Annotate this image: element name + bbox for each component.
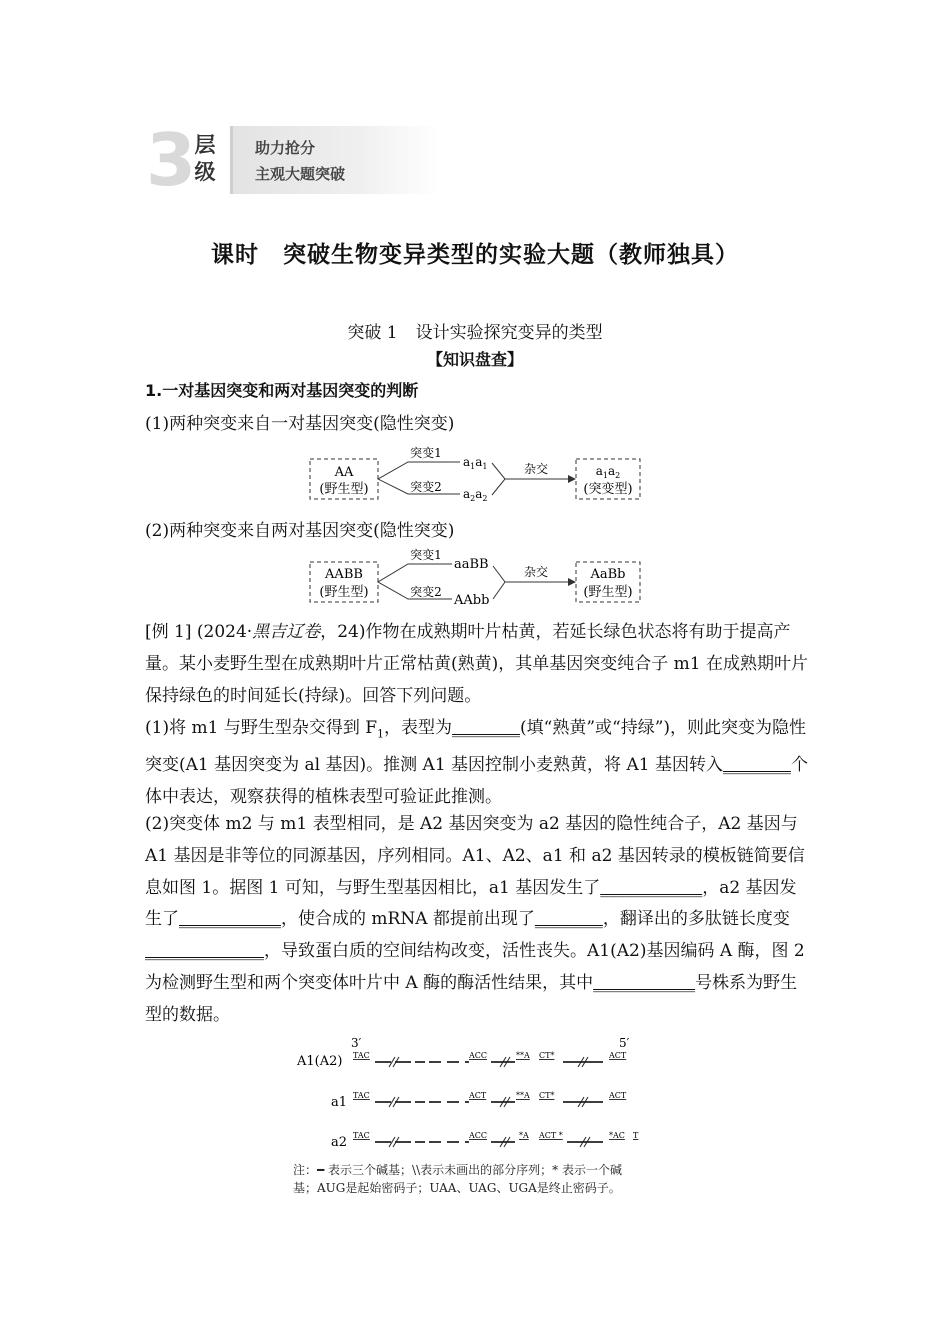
- wildtype-label: (野生型): [319, 482, 369, 497]
- breakthrough-heading: [0, 318, 950, 343]
- cross-arrow-head: [568, 578, 576, 586]
- codon: ACT: [609, 1051, 627, 1060]
- level-banner: [146, 118, 436, 202]
- wildtype-label: (野生型): [319, 585, 369, 600]
- answer-blank[interactable]: ____________: [593, 972, 696, 993]
- sequence-row: [331, 1131, 639, 1150]
- end-5-prime: 5′: [619, 1036, 630, 1050]
- row-label: A1(A2): [297, 1054, 343, 1069]
- cross-label: 杂交: [523, 565, 549, 579]
- mutation-1-label: 突变1: [410, 548, 442, 562]
- example-tag: [例 1]: [145, 622, 192, 642]
- end-3-prime: 3′: [351, 1036, 362, 1050]
- offspring-genotype: AaBb: [590, 567, 626, 582]
- offspring-label: (野生型): [583, 585, 633, 600]
- diagram-two-genes: [300, 544, 650, 608]
- case2-caption: (2)两种突变来自两对基因突变(隐性突变): [145, 521, 455, 541]
- figure-1-note: [293, 1161, 673, 1197]
- example-source: 黑吉辽卷: [252, 622, 321, 642]
- codon: ACT *: [539, 1131, 563, 1140]
- mutant-1-genotype: aaBB: [454, 557, 489, 572]
- codon: ACT: [609, 1091, 627, 1100]
- codon: **A: [516, 1091, 530, 1100]
- cross-label: 杂交: [523, 462, 549, 476]
- mutation-1-label: 突变1: [410, 446, 442, 460]
- answer-blank[interactable]: ____________: [600, 877, 703, 898]
- mutation-2-label: 突变2: [410, 480, 442, 494]
- wildtype-genotype: AABB: [325, 567, 363, 582]
- breakthrough-topic: 设计实验探究变异的类型: [415, 323, 603, 343]
- section-heading: 1.一对基因突变和两对基因突变的判断: [145, 381, 419, 400]
- diagram-one-gene: [300, 446, 650, 506]
- level-label: 层级: [194, 133, 216, 184]
- answer-blank[interactable]: ________: [722, 755, 791, 776]
- mutant-2-genotype: $a_2a_2$: [463, 487, 488, 503]
- row-label: a2: [331, 1135, 348, 1150]
- example-intro: [例 1] (2024·黑吉辽卷，24)作物在成熟期叶片枯黄，若延长绿色状态将有助于提高产量。某小麦野生型在成熟期叶片正常枯黄(熟黄)，其单基因突变纯合子 m1 在成熟期叶片保持绿色的时间延长(持绿)。回答下列问题。: [145, 622, 809, 706]
- codon: CT*: [539, 1051, 555, 1060]
- cross-arrow-head: [568, 475, 576, 483]
- knowledge-heading: 【知识盘查】: [426, 350, 523, 369]
- question-2: (2)突变体 m2 与 m1 表型相同，是 A2 基因突变为 a2 基因的隐性纯合子，A2 基因与 A1 基因是非等位的同源基因，序列相同。A1、A2、a1 和 a2 基因转录的模板链简要信息如图 1。据图 1 可知，与野生型基因相比，a1 基因发生了____________，a2 基因发生了____________，使合成的 mRNA 都提前出现了________，翻译出的多肽链长度变______________，导致蛋白质的空间结构改变，活性丧失。A1(A2)基因编码 A 酶，图 2 为检测野生型和两个突变体叶片中 A 酶的酶活性结果，其中____________号株系为野生型的数据。: [145, 814, 805, 1025]
- banner-line-2: 主观大题突破: [255, 165, 346, 183]
- codon: T: [633, 1131, 639, 1140]
- codon: CT*: [539, 1091, 555, 1100]
- sequence-row: [331, 1091, 627, 1110]
- offspring-label: (突变型): [583, 482, 633, 497]
- codon: TAC: [353, 1051, 370, 1060]
- note-line-2: 基；AUG是起始密码子；UAA、UAG、UGA是终止密码子。: [293, 1181, 621, 1195]
- banner-box: [230, 126, 439, 194]
- codon: **A: [516, 1051, 530, 1060]
- mutant-1-genotype: $a_1a_1$: [463, 455, 488, 471]
- offspring-genotype: $a_1a_2$: [595, 464, 621, 480]
- row-label: a1: [331, 1095, 348, 1110]
- codon: *A: [519, 1131, 529, 1140]
- answer-blank[interactable]: ________: [534, 909, 603, 930]
- mutation-2-label: 突变2: [410, 585, 442, 599]
- mutant-2-genotype: AAbb: [454, 593, 490, 608]
- lesson-title: 课时 突破生物变异类型的实验大题（教师独具）: [211, 242, 739, 268]
- codon: ACC: [469, 1131, 488, 1140]
- note-line-1: 注：━ 表示三个碱基；\\表示未画出的部分序列；* 表示一个碱: [293, 1163, 622, 1177]
- codon: TAC: [353, 1091, 370, 1100]
- codon: ACT: [469, 1091, 487, 1100]
- answer-blank[interactable]: ____________: [179, 909, 281, 930]
- wildtype-genotype: AA: [334, 465, 354, 480]
- question-1: (1)将 m1 与野生型杂交得到 $F_1$，表型为________(填“熟黄”或“持绿”)，则此突变为隐性突变(A1 基因突变为 al 基因)。推测 A1 基因控制小麦熟黄，将 A1 基因转入________个体中表达，观察获得的植株表型可验证此推测。: [145, 718, 808, 807]
- codon: ACC: [469, 1051, 488, 1060]
- answer-blank[interactable]: ________: [452, 718, 521, 738]
- level-number: 3: [146, 118, 197, 202]
- merge-lines: [493, 566, 505, 599]
- codon: *AC: [609, 1131, 625, 1140]
- banner-line-1: 助力抢分: [255, 139, 316, 157]
- codon: TAC: [353, 1131, 370, 1140]
- answer-blank[interactable]: ______________: [145, 941, 264, 962]
- breakthrough-label: 突破 1: [347, 323, 398, 343]
- sequence-row: [296, 1051, 627, 1069]
- merge-lines: [492, 463, 505, 495]
- case1-caption: (1)两种突变来自一对基因突变(隐性突变): [145, 414, 455, 434]
- example-stem: 作物在成熟期叶片枯黄，若延长绿色状态将有助于提高产量。某小麦野生型在成熟期叶片正常枯黄(熟黄)，其单基因突变纯合子 m1 在成熟期叶片保持绿色的时间延长(持绿)。回答下列问题。: [145, 622, 809, 706]
- figure-1-sequences: [293, 1034, 653, 1158]
